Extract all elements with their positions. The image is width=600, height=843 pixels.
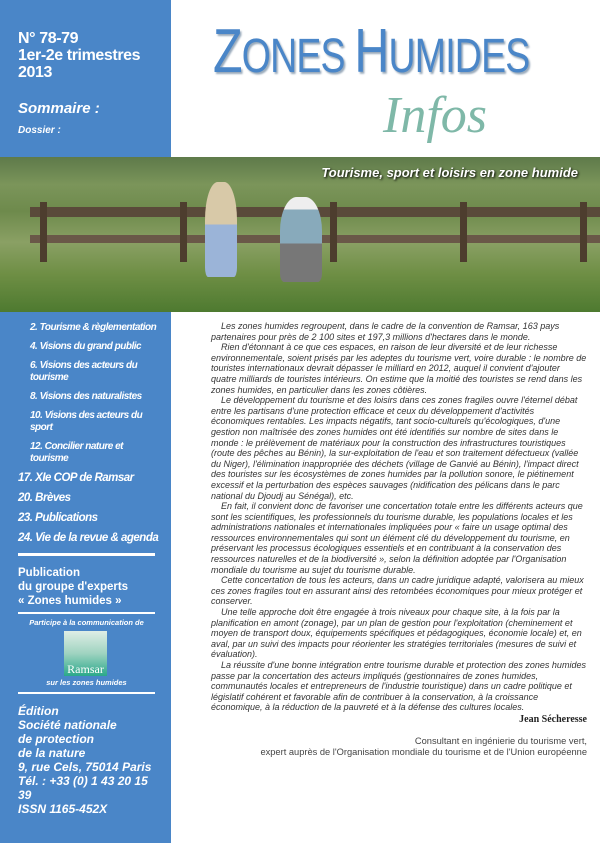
table-of-contents	[18, 322, 163, 545]
ramsar-logo	[64, 631, 107, 676]
article-paragraph: Une telle approche doit être engagée à trois niveaux pour chaque site, à la fois par la planification en amont (zonage), par un plan de gestion pour l'exploitation (cheminement et moyen de transport doux, équipements spécifiques et pédagogiques, économie locale) et, en aval, par un suivi des impacts pour réorienter les stratégies territoriales (mesures de suivi et évaluation).	[211, 607, 582, 660]
person	[205, 182, 237, 277]
sidebar-lower	[18, 322, 163, 816]
magazine-title: ZONES HUMIDES	[213, 17, 530, 86]
fence-post	[330, 202, 337, 262]
edition-line: de la nature	[18, 746, 86, 760]
publication-line: Publication	[18, 567, 80, 579]
issue-period: 1er-2e trimestres 2013	[18, 47, 141, 81]
magazine-subtitle: Infos	[383, 87, 487, 144]
fence-post	[580, 202, 587, 262]
edition-line: 9, rue Cels, 75014 Paris	[18, 760, 152, 774]
issue-number: N° 78-79	[18, 30, 79, 47]
edition-line: Tél. : +33 (0) 1 43 20 15 39	[18, 774, 148, 802]
edition-line: Édition	[18, 704, 59, 718]
divider	[18, 553, 155, 556]
cover-photo	[0, 157, 600, 312]
article-paragraph: Le développement du tourisme et des loisirs dans ces zones fragiles ouvre l'éternel débat entre les partisans d'une protection efficace et ceux du développement d'activités économiques rentables. Les impacts négatifs, tant socio-culturels qu'écologiques, d'une gestion non maîtrisée des zones humides ont été identifiés sur nombre de sites dans le monde : le prélèvement de matériaux pour la construction des infrastructures touristiques (route des pêches au Bénin), la sur-exploitation de l'eau et son traitement défectueux (vallée du Niger), l'élimination inappropriée des déchets (village de Ganvié au Bénin), l'impact direct des touristes sur les écosystèmes de zones humides par la pollution sonore, le piétinement excessif et la perturbation des espèces sauvages (nidification des pélicans dans le parc national du Djoudj au Sénégal), etc.	[211, 395, 579, 501]
toc-item[interactable]: 8. Visions des naturalistes	[30, 391, 142, 402]
fence-post	[40, 202, 47, 262]
fence-post	[460, 202, 467, 262]
divider	[18, 612, 155, 614]
toc-item[interactable]: 12. Concilier nature et tourisme	[30, 441, 123, 464]
editorial-article	[211, 321, 587, 759]
photo-caption: Tourisme, sport et loisirs en zone humide	[321, 165, 578, 180]
edition-line: Société nationale	[18, 718, 117, 732]
masthead	[171, 0, 600, 157]
publication-info	[18, 566, 163, 608]
edition-info	[18, 704, 163, 816]
divider	[18, 692, 155, 694]
dossier-heading: Dossier :	[18, 125, 61, 136]
issue-info	[18, 30, 171, 81]
article-paragraph: La réussite d'une bonne intégration entre tourisme durable et protection des zones humides passe par la concertation des acteurs impliqués (gestionnaires de zones humides, communautés locales et entrepreneurs de l'industrie touristique) dans un cadre politique et législatif cohérent et favorable afin de contribuer à la conservation, à la croissance économique, à la réduction de la pauvreté et à la défense des cultures locales.	[211, 660, 586, 713]
fence-post	[180, 202, 187, 262]
toc-item[interactable]: 23. Publications	[18, 512, 98, 524]
toc-item[interactable]: 24. Vie de la revue & agenda	[18, 532, 159, 544]
publication-line: du groupe d'experts	[18, 581, 129, 593]
edition-line: de protection	[18, 732, 95, 746]
toc-item[interactable]: 2. Tourisme & règlementation	[30, 322, 157, 333]
toc-item[interactable]: 17. XIe COP de Ramsar	[18, 472, 134, 484]
article-paragraph: En fait, il convient donc de favoriser une concertation totale entre les différents acteurs que sont les scientifiques, les professionnels du tourisme durable, les populations locales et les administrations nationales et internationales impliquées pour « faire un usage optimal des ressources environnementales qui sont un élément clé du développement du tourisme, en préservant les processus écologiques essentiels et en contribuant à la conservation des ressources naturelles et de la biodiversité », selon la définition adoptée par l'Organisation mondiale du tourisme au sujet du tourisme durable.	[211, 501, 583, 575]
ramsar-subtitle: sur les zones humides	[46, 678, 127, 687]
affiliation-line: Consultant en ingénierie du tourisme vert,	[414, 735, 587, 746]
toc-item[interactable]: 4. Visions du grand public	[30, 341, 142, 352]
toc-item[interactable]: 6. Visions des acteurs du tourisme	[30, 360, 138, 383]
sidebar	[0, 0, 171, 843]
article-paragraph: Rien d'étonnant à ce que ces espaces, en raison de leur diversité et de leur richesse environnementale, soient prisés par les adeptes du tourisme vert, voire durable : le nombre de touristes internationaux devrait dépasser le milliard en 2012, auquel il convient d'ajouter quatre milliards de touristes intérieurs. On estime que la moitié des touristes se rend dans les zones humides, en particulier dans les zones côtières.	[211, 342, 587, 395]
article-paragraph: Cette concertation de tous les acteurs, dans un cadre juridique adapté, valorisera au mieux ces zones fragiles tout en assurant ainsi des retombées économiques pour mieux protéger et conserver.	[211, 575, 584, 607]
article-paragraph: Les zones humides regroupent, dans le cadre de la convention de Ramsar, 163 pays partenaires pour près de 2 100 sites et 197,3 millions d'hectares dans le monde.	[211, 321, 560, 342]
sommaire-heading: Sommaire :	[18, 100, 100, 117]
person	[280, 197, 322, 282]
ramsar-logo-text: Ramsar	[67, 662, 104, 676]
affiliation-line: expert auprès de l'Organisation mondiale du tourisme et de l'Union européenne	[260, 747, 587, 758]
publication-line: « Zones humides »	[18, 595, 122, 607]
toc-item[interactable]: 10. Visions des acteurs du sport	[30, 410, 143, 433]
toc-item[interactable]: 20. Brèves	[18, 492, 71, 504]
author-affiliation	[211, 736, 587, 759]
author-name: Jean Sécheresse	[519, 713, 587, 725]
participe-label: Participe à la communication de	[29, 618, 144, 627]
edition-line: ISSN 1165-452X	[18, 802, 108, 816]
